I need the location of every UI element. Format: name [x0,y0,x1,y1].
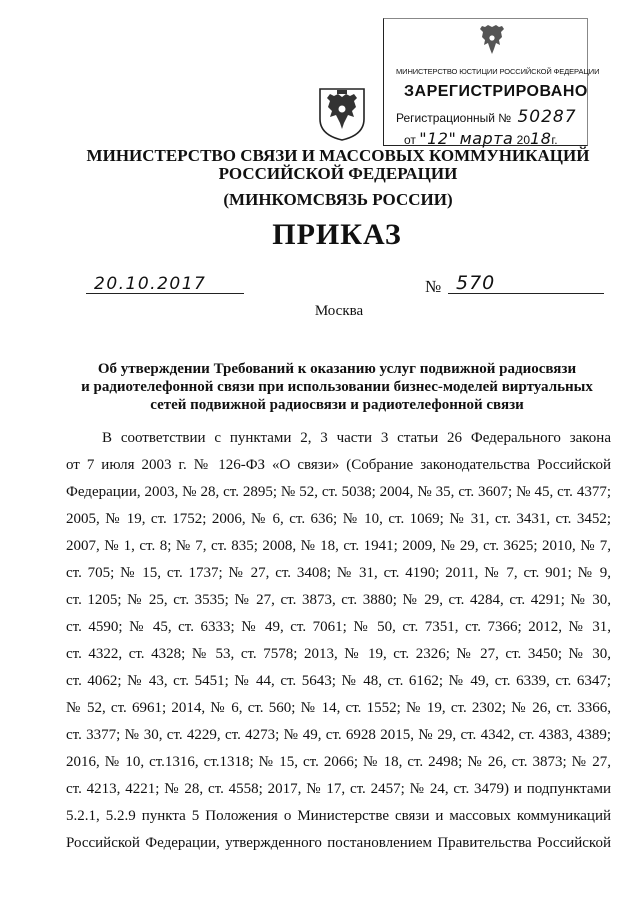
stamp-reg-label: Регистрационный № [396,111,512,125]
body-line: ст. 4322, ст. 4328; № 53, ст. 7578; 2013, № 19, ст. 2326; № 27, ст. 3450; № 30, [66,646,611,662]
order-title-line: и радиотелефонной связи при использовании бизнес-моделей виртуальных [81,379,593,395]
body-line: ст. 1205; № 25, ст. 3535; № 27, ст. 3873, ст. 3880; № 29, ст. 4284, ст. 4291; № 30, [66,592,611,608]
body-line: ст. 4590; № 45, ст. 6333; № 49, ст. 7061; № 50, ст. 7351, ст. 7366; 2012, № 31, [66,619,611,635]
stamp-from-year-prefix: 20 [516,133,531,147]
body-line: Федерации, 2003, № 28, ст. 2895; № 52, ст. 5038; 2004, № 35, ст. 3607; № 45, ст. 4377; [66,484,611,500]
order-number-label: № [425,277,442,296]
stamp-registered-label: ЗАРЕГИСТРИРОВАНО [404,83,588,100]
body-line: ст. 4062; № 43, ст. 5451; № 44, ст. 5643; № 48, ст. 6162; № 49, ст. 6339, ст. 6347; [66,673,611,689]
body-line: 2016, № 10, ст.1316, ст.1318; № 15, ст. 2066; № 18, ст. 2498; № 26, ст. 3873; № 27, [66,754,611,770]
body-line: 2007, № 1, ст. 8; № 7, ст. 835; 2008, № 18, ст. 1941; 2009, № 29, ст. 3625; 2010, № 7, [66,538,611,554]
coat-of-arms-icon [318,85,366,141]
stamp-registration-number [396,107,577,127]
body-line: № 52, ст. 6961; 2014, № 6, ст. 560; № 14, ст. 1552; № 19, ст. 2302; № 26, ст. 3366, [66,700,611,716]
stamp-from-label: от [404,133,416,147]
stamp-reg-number: 50287 [517,107,577,127]
body-line: ст. 705; № 15, ст. 1737; № 27, ст. 3408; № 31, ст. 4190; 2011, № 7, ст. 901; № 9, [66,565,611,581]
body-line: от 7 июля 2003 г. № 126-ФЗ «О связи» (Собрание законодательства Российской [66,457,611,473]
country-name: РОССИЙСКОЙ ФЕДЕРАЦИИ [218,164,458,183]
ministry-name: МИНИСТЕРСТВО СВЯЗИ И МАССОВЫХ КОММУНИКАЦИЙ [86,146,590,165]
body-line: ст. 3377; № 30, ст. 4229, ст. 4273; № 49, ст. 6928 2015, № 29, ст. 4342, ст. 4383, 4389; [66,727,611,743]
stamp-from-day: "12" [419,129,457,148]
stamp-ministry-text: МИНИСТЕРСТВО ЮСТИЦИИ РОССИЙСКОЙ ФЕДЕРАЦИИ [396,67,600,76]
body-line: 5.2.1, 5.2.9 пункта 5 Положения о Министерстве связи и массовых коммуникаций [66,808,611,824]
order-title-line: Об утверждении Требований к оказанию услуг подвижной радиосвязи [97,361,577,377]
date-underline [86,293,244,294]
stamp-from-month: марта [459,129,514,148]
order-city: Москва [314,303,364,319]
ministry-short-name: (МИНКОМСВЯЗЬ РОССИИ) [223,190,453,209]
number-underline [448,293,604,294]
order-title-line: сетей подвижной радиосвязи и радиотелефонной связи [150,397,524,413]
body-line: Российской Федерации, утвержденного постановлением Правительства Российской [66,835,611,851]
body-line: ст. 4213, 4221; № 28, ст. 4558; 2017, № 17, ст. 2457; № 24, ст. 3479) и подпунктами [66,781,611,797]
order-number: 570 [456,272,496,294]
document-type: ПРИКАЗ [272,218,402,251]
stamp-from-year-suffix: г. [551,133,558,147]
body-line: В соответствии с пунктами 2, 3 части 3 статьи 26 Федерального закона [102,430,611,446]
stamp-from-year-hand: 18 [530,129,552,148]
registration-stamp [383,18,600,148]
stamp-coat-of-arms-icon [476,23,508,59]
order-date: 20.10.2017 [94,274,207,294]
body-line: 2005, № 19, ст. 1752; 2006, № 6, ст. 636; № 10, ст. 1069; № 31, ст. 3431, ст. 3452; [66,511,611,527]
